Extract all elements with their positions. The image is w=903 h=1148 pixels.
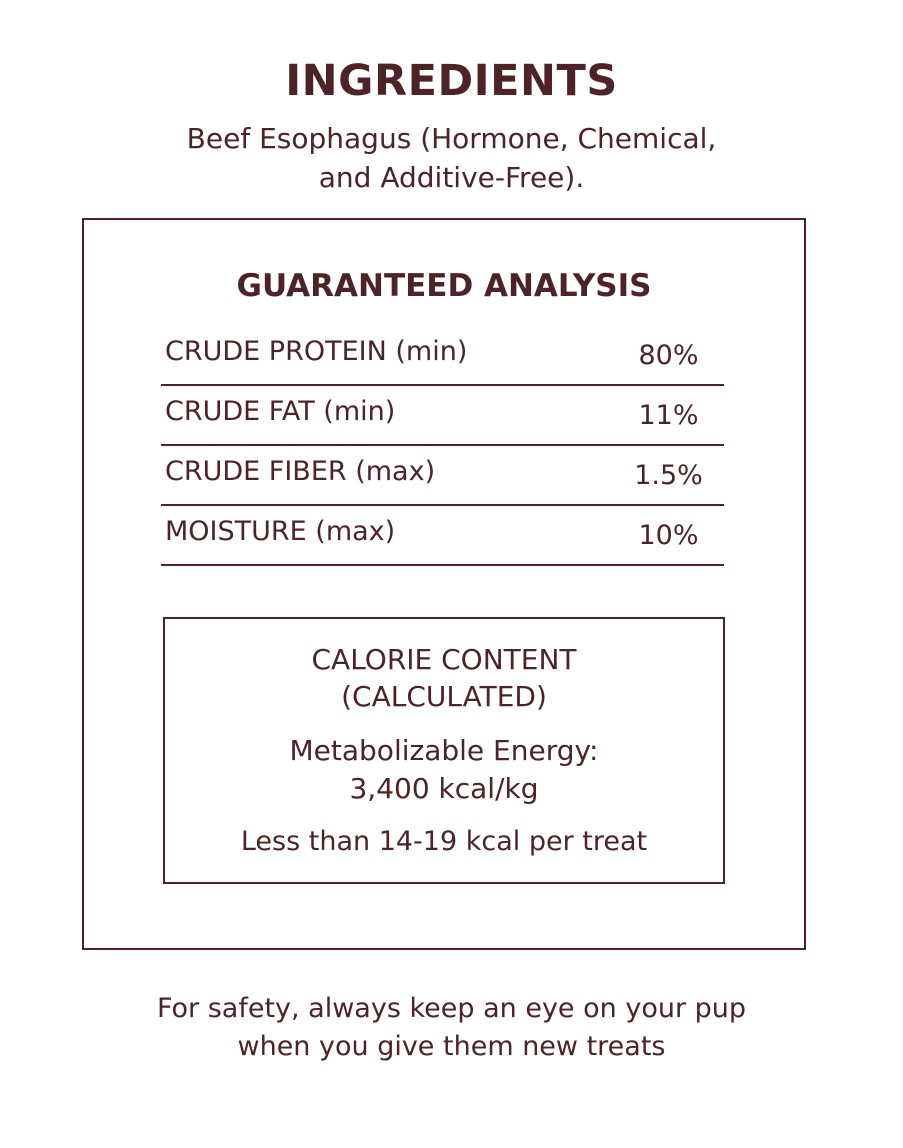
calorie-content-heading [165,641,723,715]
table-row [161,446,724,506]
energy-label: Metabolizable Energy: [289,734,599,767]
row-value-crude-fiber: 1.5% [634,460,703,491]
row-value-crude-fat: 11% [638,400,699,431]
guaranteed-analysis-heading: GUARANTEED ANALYSIS [236,268,652,304]
row-value-moisture: 10% [638,520,699,551]
calorie-title-line-2: (CALCULATED) [341,680,547,713]
safety-note [0,990,903,1066]
calorie-title-line-1: CALORIE CONTENT [311,643,577,676]
row-label-crude-fiber: CRUDE FIBER (max) [165,456,436,487]
energy-value: 3,400 kcal/kg [349,772,539,805]
analysis-table [161,326,724,566]
table-row [161,386,724,446]
row-label-moisture: MOISTURE (max) [165,516,396,547]
calorie-content-panel [163,617,725,884]
kcal-per-treat: Less than 14-19 kcal per treat [240,826,648,857]
row-label-crude-fat: CRUDE FAT (min) [165,396,396,427]
safety-line-1: For safety, always keep an eye on your pup [156,993,747,1024]
row-value-crude-protein: 80% [638,340,699,371]
table-row [161,506,724,566]
table-row [161,326,724,386]
metabolizable-energy [165,732,723,808]
guaranteed-analysis-panel [82,218,806,950]
row-label-crude-protein: CRUDE PROTEIN (min) [165,336,468,367]
ingredients-list [0,119,903,197]
ingredients-line-2: and Additive-Free). [318,161,585,194]
safety-line-2: when you give them new treats [237,1031,666,1062]
ingredients-heading: INGREDIENTS [285,56,618,106]
ingredients-line-1: Beef Esophagus (Hormone, Chemical, [186,122,717,155]
